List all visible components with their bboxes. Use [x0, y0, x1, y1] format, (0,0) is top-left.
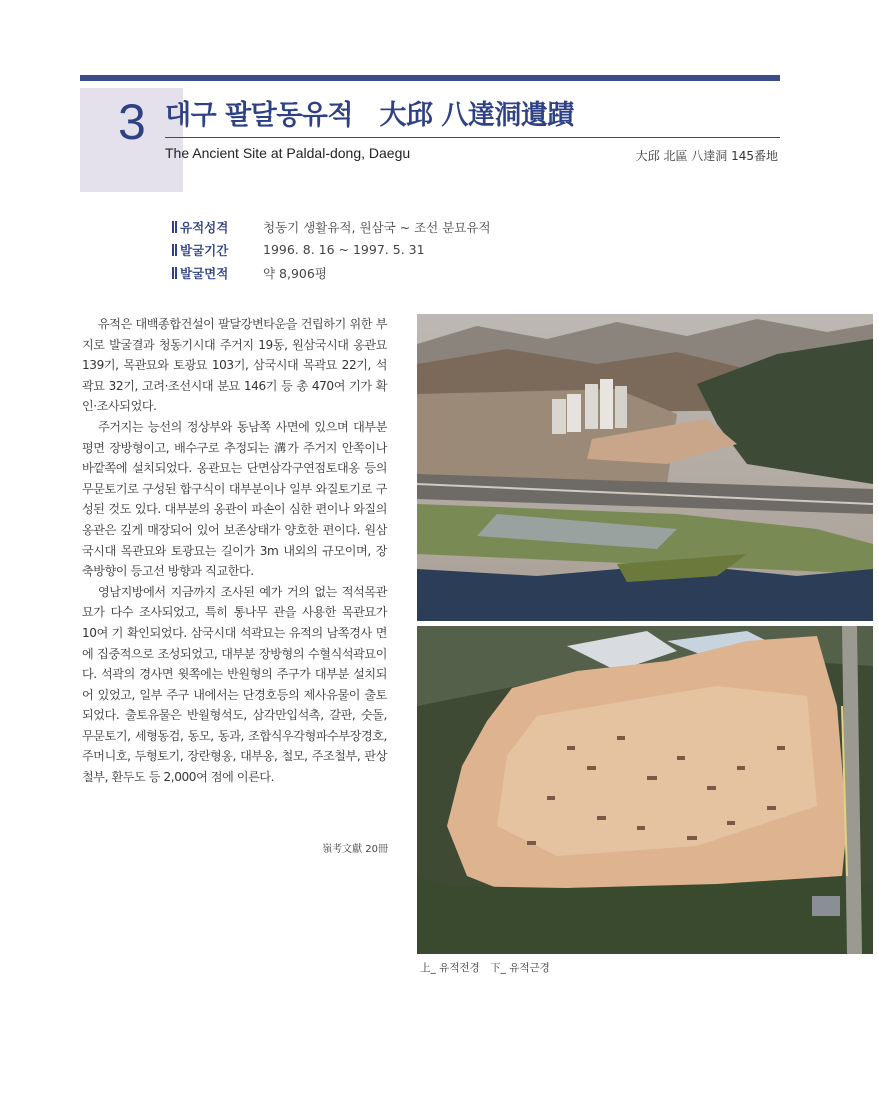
meta-bullet-icon [172, 267, 174, 279]
site-panorama-photo [417, 314, 873, 621]
meta-row-nature [172, 215, 491, 238]
body-paragraph: 주거지는 능선의 정상부와 동남쪽 사면에 있으며 대부분 평면 장방형이고, 배수구로 추정되는 溝가 주거지 안쪽이나 바깥쪽에 설치되었다. 옹관묘는 단면삼각구연점토대옹 등의 무문토기로 구성된 합구식이 대부분이나 일부 와질토기로 구성된 것도 있다. 대부분의 옹관이 파손이 심한 편이나 와질의 옹관은 깊게 매장되어 있어 보존상태가 양호한 편이다. 원삼국시대 목관묘와 토광묘는 길이가 3m 내외의 규모이며, 장축방향이 등고선 방향과 직교한다. [82, 419, 387, 579]
body-text [82, 314, 387, 788]
meta-bullet-icon [175, 221, 177, 233]
meta-bullet-icon [172, 244, 174, 256]
meta-bullet-icon [172, 221, 174, 233]
meta-value: 1996. 8. 16 ~ 1997. 5. 31 [263, 242, 425, 257]
page-title: 대구 팔달동유적 大邱 八達洞遺蹟 [165, 100, 574, 131]
site-address: 大邱 北區 八達洞 145番地 [635, 149, 778, 163]
meta-bullet-icon [175, 244, 177, 256]
meta-value: 약 8,906평 [263, 265, 327, 281]
meta-label: 발굴면적 [180, 265, 229, 281]
meta-value: 청동기 생활유적, 원삼국 ~ 조선 분묘유적 [263, 219, 491, 235]
site-meta [172, 215, 491, 284]
meta-label: 발굴기간 [180, 242, 229, 258]
page-subtitle-english: The Ancient Site at Paldal-dong, Daegu [165, 145, 411, 161]
section-number: 3 [118, 94, 146, 150]
source-reference: 嶺考文獻 20冊 [322, 844, 388, 855]
meta-label: 유적성격 [180, 219, 229, 235]
body-paragraph: 유적은 대백종합건설이 팔달강변타운을 건립하기 위한 부지로 발굴결과 청동기시대 주거지 19동, 원삼국시대 옹관묘 139기, 목관묘와 토광묘 103기, 삼국시대 목곽묘 22기, 석곽묘 32기, 고려·조선시대 분묘 146기 등 총 470여 기가 확인·조사되었다. [82, 317, 387, 414]
meta-bullet-icon [175, 267, 177, 279]
body-paragraph: 영남지방에서 지금까지 조사된 예가 거의 없는 적석목관묘가 다수 조사되었고, 특히 통나무 관을 사용한 목관묘가 10여 기 확인되었다. 삼국시대 석곽묘는 유적의 남쪽경사 면에 집중적으로 조성되었고, 대부분 장방형의 수혈식석곽묘이다. 석곽의 경사면 윗쪽에는 반원형의 주구가 대부분 설치되어 있었고, 일부 주구 내에서는 단경호등의 제사유물이 출토되었다. 출토유물은 반월형석도, 삼각만입석촉, 갈판, 숫돌, 무문토기, 세형동검, 동모, 동과, 조합식우각형파수부장경호, 주머니호, 두형토기, 장란형옹, 대부옹, 철모, 주조철부, 판상철부, 환두도 등 2,000여 점에 이른다. [82, 584, 387, 785]
photo-caption: 上_ 유적전경 下_ 유적근경 [420, 962, 550, 974]
site-closeup-photo [417, 626, 873, 954]
meta-row-area [172, 261, 491, 284]
meta-row-period [172, 238, 491, 261]
title-underline [165, 137, 780, 138]
header-top-rule [80, 75, 780, 81]
